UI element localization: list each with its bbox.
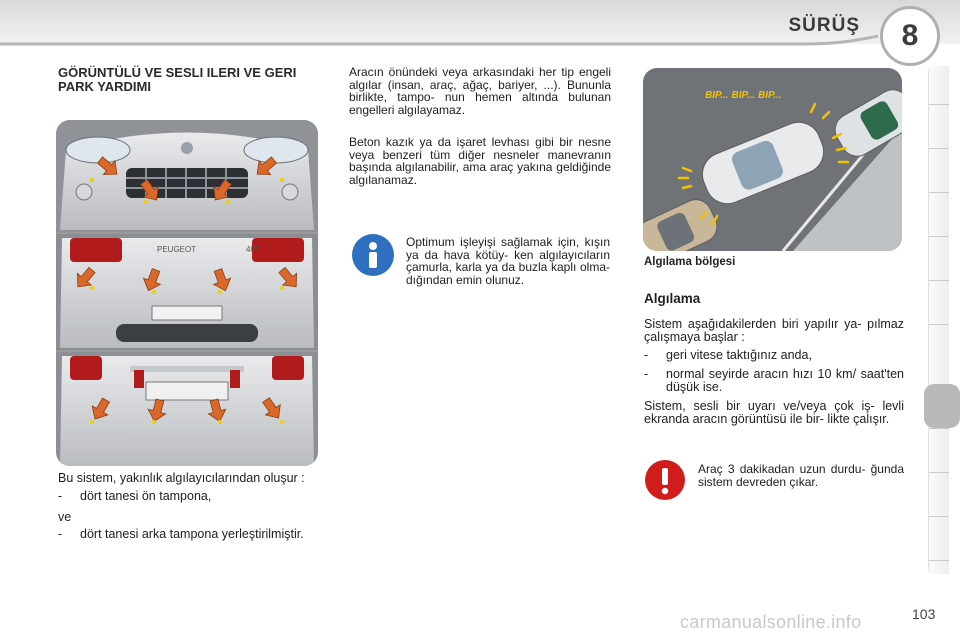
section-heading: GÖRÜNTÜLÜ VE SESLI ILERI VE GERI PARK YARDIMI xyxy=(58,65,297,94)
bumper-sensors-illustration xyxy=(56,120,318,466)
warning-icon xyxy=(645,460,685,500)
bip-text: BIP... BIP... BIP... xyxy=(705,90,782,101)
system-description xyxy=(58,472,320,541)
detection-paragraph: Aracın önündeki veya arkasındaki her tip engeli algılar (insan, araç, ağaç, bariyer, ...). Bununla birlikte, tampo- nun hemen altında bulunan engelleri algılayamaz. xyxy=(349,65,611,117)
activation-intro: Sistem aşağıdakilerden biri yapılır ya- pılmaz çalışmaya başlar : xyxy=(644,317,904,344)
bullet-front: dört tanesi ön tampona, xyxy=(80,489,212,503)
activation-text xyxy=(644,318,904,426)
info-icon xyxy=(352,234,394,276)
activation-speed: normal seyirde aracın hızı 10 km/ saat'ten düşük ise. xyxy=(666,367,904,394)
chapter-number: 8 xyxy=(901,19,919,52)
watermark: carmanualsonline.info xyxy=(680,612,862,632)
active-chapter-tab[interactable] xyxy=(924,384,960,428)
chapter-tabs xyxy=(928,66,949,574)
alert-description: Sistem, sesli bir uyarı ve/veya çok iş- levli ekranda aracın görüntüsü ile bir- likte çalışır. xyxy=(644,399,904,426)
list-item: - geri vitese taktığınız anda, xyxy=(644,348,812,362)
conjunction: ve xyxy=(58,510,72,524)
figure-caption: Algılama bölgesi xyxy=(644,256,736,268)
chapter-number-badge xyxy=(880,6,940,66)
car-brand-badge: PEUGEOT xyxy=(157,245,197,254)
list-item: - dört tanesi ön tampona, xyxy=(58,489,212,503)
page-number: 103 xyxy=(912,606,936,622)
info-note: Optimum işleyişi sağlamak için, kışın ya da hava kötüy- ken algılayıcıların çamurla, karla ya da buzla kaplı olma- dığından emin olunuz. xyxy=(406,235,610,287)
activation-reverse: geri vitese taktığınız anda, xyxy=(666,348,812,362)
car-model-badge: 407 xyxy=(246,245,260,254)
chapter-title: SÜRÜŞ xyxy=(788,15,860,36)
subsection-title: Algılama xyxy=(644,291,701,306)
limitation-paragraph: Beton kazık ya da işaret levhası gibi bir nesne veya benzeri tüm diğer nesneler manevranın başında algılanabilir, ama araç yakına geldiğinde algılanamaz. xyxy=(349,135,611,187)
list-item: - dört tanesi arka tampona yerleştirilmiştir. xyxy=(58,527,304,541)
intro-text: Bu sistem, yakınlık algılayıcılarından oluşur : xyxy=(58,471,305,485)
warning-note: Araç 3 dakikadan uzun durdu- ğunda sistem devreden çıkar. xyxy=(698,462,904,489)
list-item: - normal seyirde aracın hızı 10 km/ saat'ten düşük ise. xyxy=(644,367,904,394)
bullet-rear: dört tanesi arka tampona yerleştirilmiştir. xyxy=(80,527,304,541)
detection-zone-illustration xyxy=(643,68,902,251)
